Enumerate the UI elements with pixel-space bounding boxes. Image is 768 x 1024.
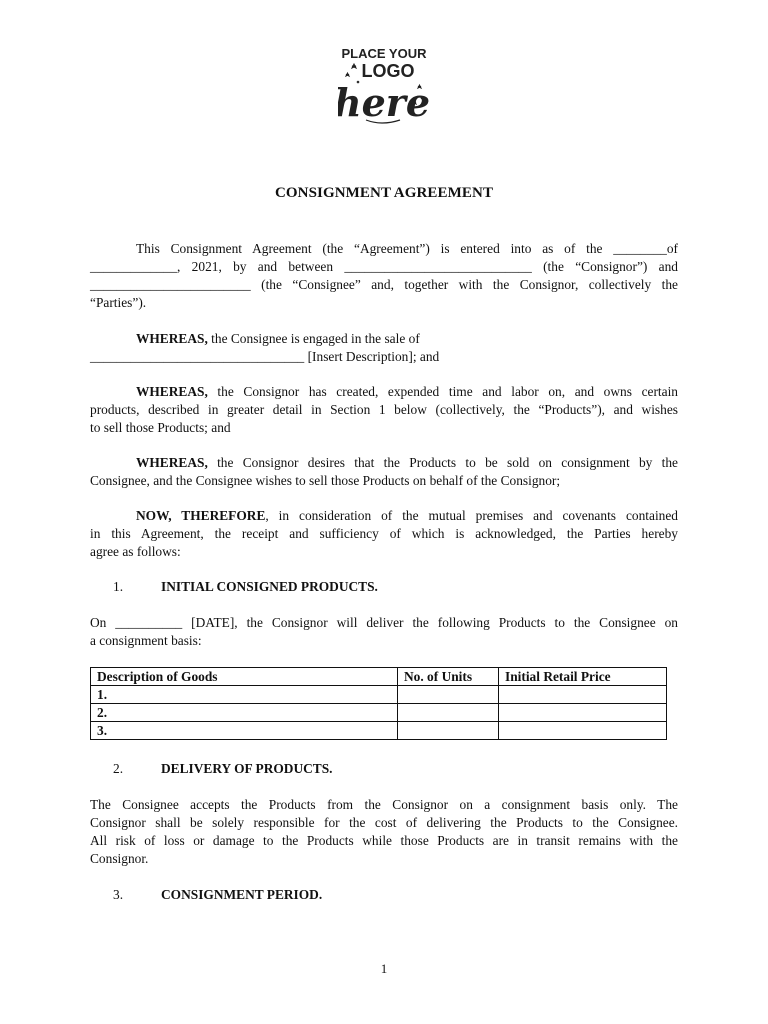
section-number: 1.: [113, 579, 124, 594]
section-label: INITIAL CONSIGNED PRODUCTS.: [161, 579, 378, 594]
goods-table: [90, 667, 667, 740]
section2-line-3: All risk of loss or damage to the Products while those Products are in transit remains with the: [90, 833, 678, 848]
now-line-3: agree as follows:: [90, 544, 181, 559]
intro-line-2: _____________, 2021, by and between ____________________________ (the “Consignor”) and: [90, 259, 678, 274]
logo-line1: PLACE YOUR: [341, 46, 427, 61]
logo-placeholder: [338, 42, 430, 130]
table-header-cell: Initial Retail Price: [499, 668, 667, 686]
whereas-paragraph-3: [90, 454, 678, 490]
table-cell: [398, 704, 499, 722]
now-line-2: in this Agreement, the receipt and sufficiency of which is acknowledged, the Parties hereby: [90, 526, 678, 541]
intro-line-3: ________________________ (the “Consignee” and, together with the Consignor, collectively the: [90, 277, 678, 292]
whereas2-line-2: products, described in greater detail in Section 1 below (collectively, the “Products”), and wishes: [90, 402, 678, 417]
logo-line2: LOGO: [361, 61, 415, 81]
table-cell: [499, 686, 667, 704]
table-header-cell: Description of Goods: [91, 668, 398, 686]
whereas1-line-1: WHEREAS, the Consignee is engaged in the sale of: [136, 331, 420, 346]
table-cell: [499, 704, 667, 722]
section-heading-1: [113, 578, 378, 596]
logo-line3: here: [338, 80, 430, 125]
whereas1-line-2: ________________________________ [Insert Description]; and: [90, 349, 440, 364]
logo-graphic: [338, 42, 430, 130]
section1-line-1: On __________ [DATE], the Consignor will deliver the following Products to the Consignee on: [90, 615, 678, 630]
table-cell: [398, 722, 499, 740]
whereas-paragraph-2: [90, 383, 678, 437]
intro-paragraph: [90, 240, 678, 312]
section-label: DELIVERY OF PRODUCTS.: [161, 761, 333, 776]
intro-line-4: “Parties”).: [90, 295, 147, 310]
whereas2-line-1: WHEREAS, the Consignor has created, expended time and labor on, and owns certain: [136, 384, 678, 399]
section2-line-1: The Consignee accepts the Products from the Consignor on a consignment basis only. The: [90, 797, 678, 812]
now-therefore-paragraph: [90, 507, 678, 561]
whereas3-line-1: WHEREAS, the Consignor desires that the Products to be sold on consignment by the: [136, 455, 678, 470]
table-row: [91, 722, 667, 740]
section-number: 2.: [113, 761, 124, 776]
document-title: CONSIGNMENT AGREEMENT: [274, 185, 494, 201]
now-line-1: NOW, THEREFORE, in consideration of the mutual premises and covenants contained: [136, 508, 678, 523]
section-number: 3.: [113, 887, 124, 902]
section-label: CONSIGNMENT PERIOD.: [161, 887, 323, 902]
section1-line-2: a consignment basis:: [90, 633, 202, 648]
table-cell: [398, 686, 499, 704]
section2-paragraph: [90, 796, 678, 868]
section-heading-3: [113, 886, 322, 904]
table-cell: 3.: [91, 722, 398, 740]
section2-line-2: Consignor shall be solely responsible for the cost of delivering the Products to the Consignee.: [90, 815, 678, 830]
section1-paragraph: [90, 614, 678, 650]
table-cell: 2.: [91, 704, 398, 722]
section2-line-4: Consignor.: [90, 851, 149, 866]
intro-line-1: This Consignment Agreement (the “Agreement”) is entered into as of the ________of: [136, 241, 678, 256]
table-row: [91, 704, 667, 722]
table-header-row: [91, 668, 667, 686]
whereas-paragraph-1: [90, 330, 678, 366]
table-cell: 1.: [91, 686, 398, 704]
whereas2-line-3: to sell those Products; and: [90, 420, 231, 435]
page-number: 1: [380, 961, 388, 976]
section-heading-2: [113, 760, 333, 778]
table-cell: [499, 722, 667, 740]
table-row: [91, 686, 667, 704]
whereas3-line-2: Consignee, and the Consignee wishes to sell those Products on behalf of the Consignor;: [90, 473, 561, 488]
table-header-cell: No. of Units: [398, 668, 499, 686]
